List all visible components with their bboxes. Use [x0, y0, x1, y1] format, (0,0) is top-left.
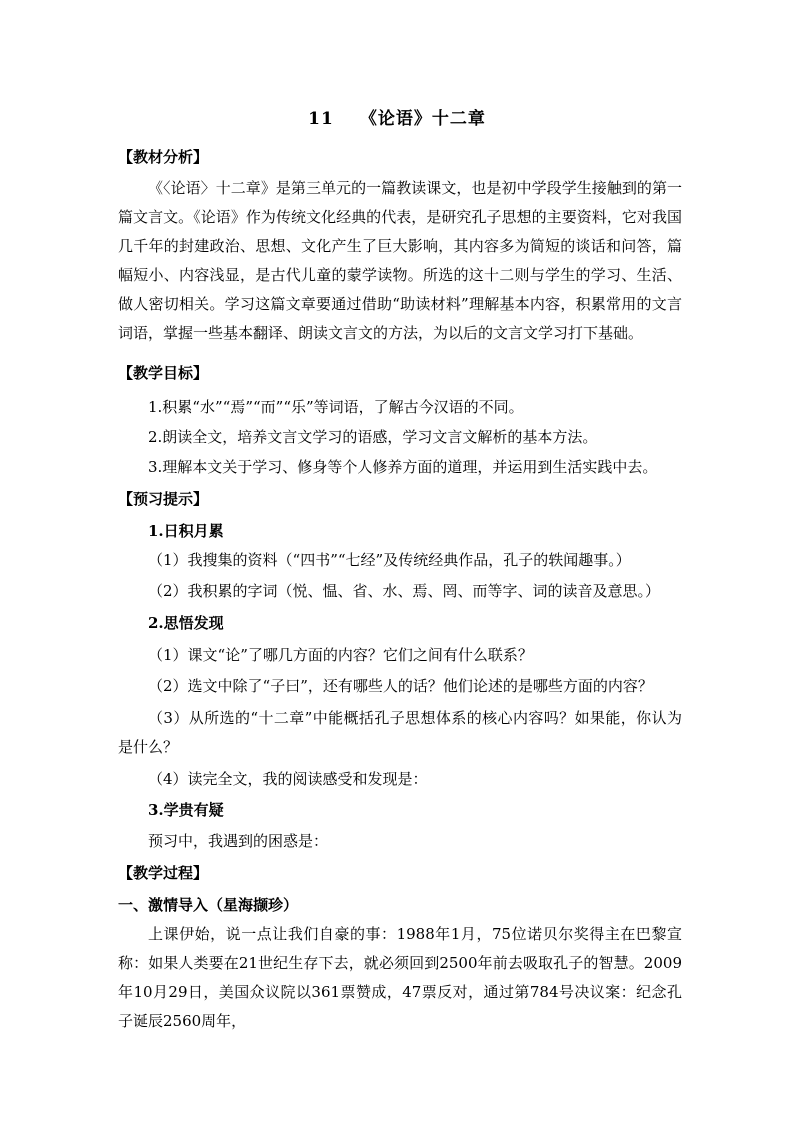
preview-item: （4）读完全文，我的阅读感受和发现是： [148, 770, 428, 788]
lesson-number: 11 [308, 109, 334, 129]
preview-item: （2）选文中除了“子曰”，还有哪些人的话？他们论述的是哪些方面的内容？ [148, 677, 653, 695]
section-heading-preview: 【预习提示】 [118, 490, 209, 508]
process-heading: 一、激情导入（星海撷珍） [118, 896, 299, 914]
preview-sub-heading-1: 1.日积月累 [148, 522, 224, 540]
goal-item-1: 1.积累“水”“焉”“而”“乐”等词语，了解古今汉语的不同。 [148, 398, 524, 416]
section-heading-goals: 【教学目标】 [118, 364, 209, 382]
goal-item-2: 2.朗读全文，培养文言文学习的语感，学习文言文解析的基本方法。 [148, 428, 598, 446]
preview-item-wrapped: （3）从所选的“十二章”中能概括孔子思想体系的核心内容吗？如果能，你认为是什么？ [118, 709, 682, 756]
preview-item: （1）我搜集的资料（“四书”“七经”及传统经典作品，孔子的轶闻趣事。） [148, 551, 631, 569]
goal-item-3: 3.理解本文关于学习、修身等个人修养方面的道理，并运用到生活实践中去。 [148, 458, 658, 476]
preview-item: （1）课文“论”了哪几方面的内容？它们之间有什么联系？ [148, 646, 533, 664]
section-heading-process: 【教学过程】 [118, 864, 209, 882]
preview-item: 预习中，我遇到的困惑是： [148, 832, 329, 850]
analysis-paragraph: 《〈论语〉十二章》是第三单元的一篇教读课文，也是初中学段学生接触到的第一篇文言文。《论语》作为传统文化经典的代表，是研究孔子思想的主要资料，它对我国几千年的封建政治、思想、文化产生了巨大影响，其内容多为简短的谈话和问答，篇幅短小、内容浅显，是古代儿童的蒙学读物。所选的这十二则与学生的学习、生活、做人密切相关。学习这篇文章要通过借助“助读材料”理解基本内容，积累常用的文言词语，掌握一些基本翻译、朗读文言文的方法，为以后的文言文学习打下基础。 [118, 179, 682, 342]
preview-sub-heading-3: 3.学贵有疑 [148, 801, 224, 819]
preview-item: （2）我积累的字词（悦、愠、省、水、焉、罔、而等字、词的读音及意思。） [148, 582, 661, 600]
section-heading-analysis: 【教材分析】 [118, 148, 209, 166]
preview-sub-heading-2: 2.思悟发现 [148, 614, 224, 632]
page-title [0, 104, 794, 129]
process-paragraph: 上课伊始，说一点让我们自豪的事：1988年1月，75位诺贝尔奖得主在巴黎宣称：如果人类要在21世纪生存下去，就必须回到2500年前去吸取孔子的智慧。2009年10月29日，美国众议院以361票赞成，47票反对，通过第784号决议案：纪念孔子诞辰2560周年， [118, 925, 682, 1030]
lesson-title: 《论语》十二章 [359, 109, 486, 129]
